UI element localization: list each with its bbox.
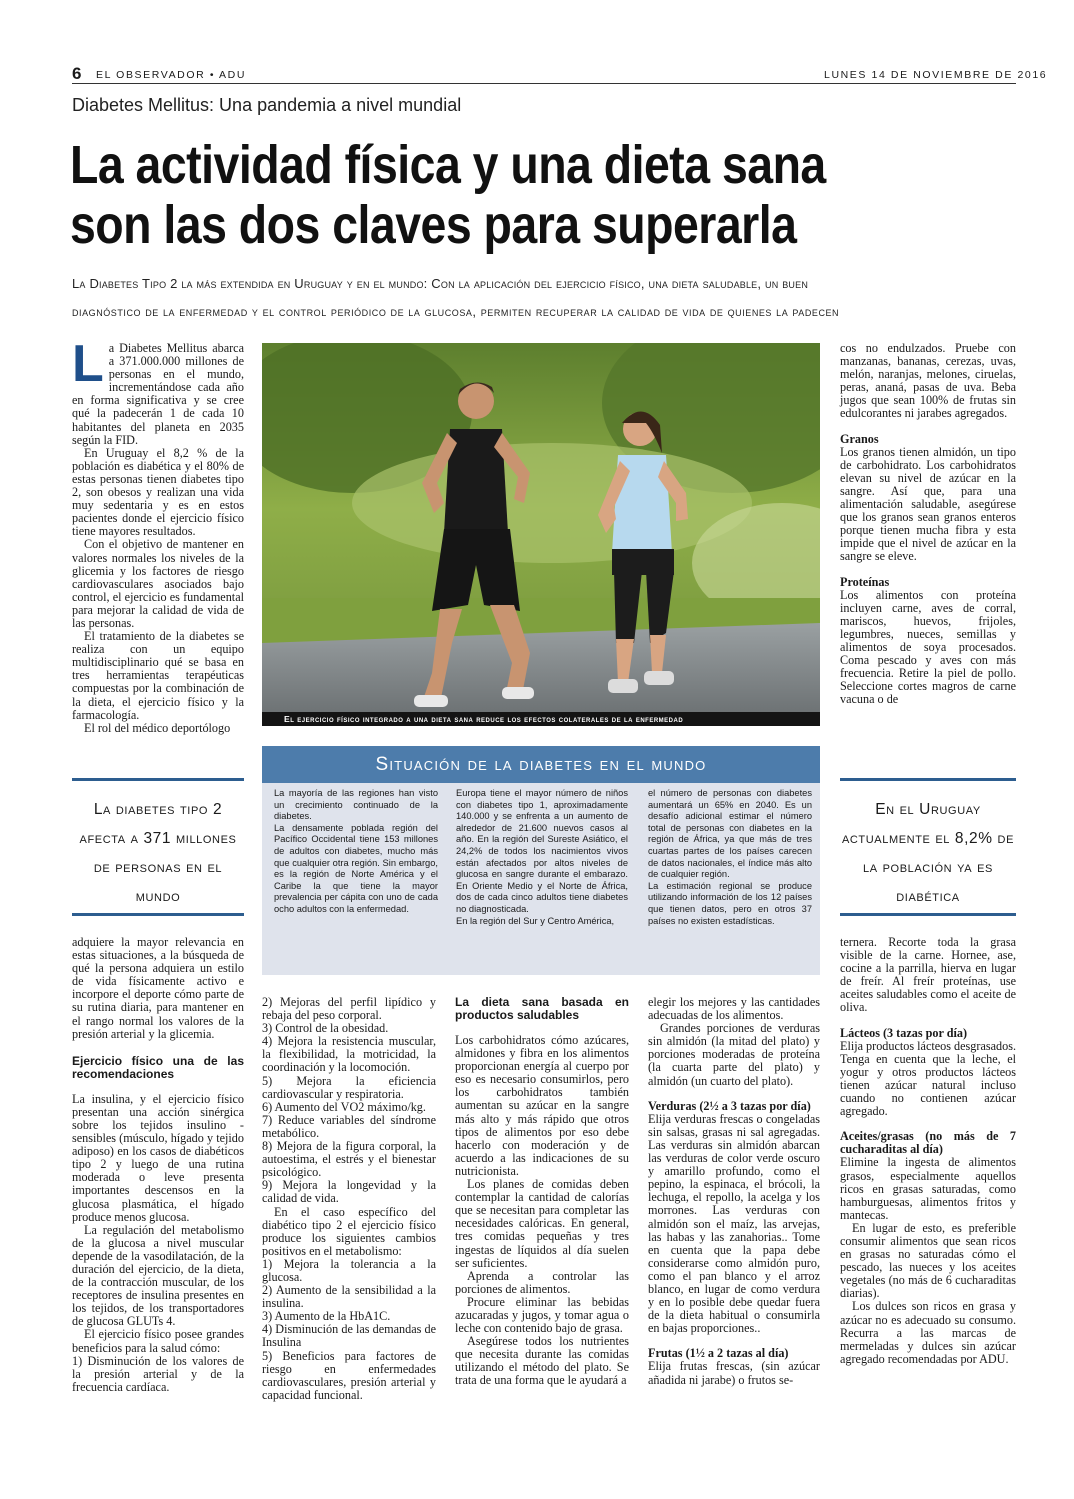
paragraph: ternera. Recorte toda la grasa visible de la carne. Hornee, ase, cocine a la parrilla, hierva en lugar de freír. Al freír proteínas, use aceites saludables como el aceite de oliva. <box>840 935 1016 1015</box>
paragraph: La insulina, y el ejercicio físico presentan una acción sinérgica sobre los tejidos insulino - sensibles (músculo, hígado y tejido adiposo) en los casos de diabéticos tipo 2 y luego de una rutina moderada o leve presenta importantes descensos en la glucosa plasmática, el hígado produce menos glucosa. <box>72 1091 244 1224</box>
list-item: 2) Mejoras del perfil lipídico y rebaja del peso corporal. <box>262 995 436 1023</box>
column-5-top <box>840 342 1016 706</box>
paragraph: Procure eliminar las bebidas azucaradas y jugos, y tomar agua o leche con contenido bajo de grasa. <box>455 1294 629 1336</box>
pull-quote-right: En el Uruguay actualmente el 8,2% de la población ya es diabética <box>840 778 1016 916</box>
list-item: 6) Aumento del VO2 máximo/kg. <box>262 1099 426 1114</box>
paragraph: adquiere la mayor relevancia en estas situaciones, a la búsqueda de qué la persona adquiera un estilo de vida físicamente activo e incorpore el deporte cómo parte de su rutina diaria, para mantener en el rango normal los valores de la presión arterial y la glicemia. <box>72 935 244 1041</box>
box-paragraph: el número de personas con diabetes aumentará un 65% en 2040. Es un desafío adicional estimar el número total de personas con diabetes en la región de África, ya que más de tres cuartas partes de los países carecen de datos nacionales, el índice más alto de cualquier región. <box>648 788 812 880</box>
paragraph: Elija productos lácteos desgrasados. Tenga en cuenta que la leche, el yogur y otros productos lácteos tienen azúcar natural incluso cuando no contienen azúcar agregado. <box>840 1038 1016 1119</box>
paragraph: En el caso específico del diabético tipo 2 el ejercicio físico produce los siguientes cambios positivos en el metabolismo: <box>262 1204 436 1258</box>
header-rule <box>72 83 1016 84</box>
box-paragraph: En la región del Sur y Centro América, <box>456 915 615 926</box>
headline-line-2: son las dos claves para superarla <box>70 195 797 255</box>
paragraph: En Uruguay el 8,2 % de la población es diabética y el 80% de estas personas tienen diabetes tipo 2, son obesos y realizan una vida muy sedentaria y es en estos pacientes donde el ejercicio físico tiene mayores resultados. <box>72 445 244 539</box>
list-item: 5) Beneficios para factores de riesgo en enfermedades cardiovasculares, presión arterial y capacidad funcional. <box>262 1348 436 1402</box>
paragraph: Elimine la ingesta de alimentos grasos, especialmente aquellos ricos en grasas saturadas, como hamburguesas, alimentos fritos y mantecas. <box>840 1155 1016 1222</box>
issue-date: LUNES 14 DE NOVIEMBRE DE 2016 <box>824 69 1048 81</box>
paragraph: Elija frutas frescas, (sin azúcar añadida ni jarabe) o frutos se- <box>648 1359 820 1387</box>
paragraph: El rol del médico deportólogo <box>84 720 231 735</box>
box-title: Situación de la diabetes en el mundo <box>262 746 820 783</box>
runners-photo <box>262 343 820 712</box>
headline-line-1: La actividad física y una dieta sana <box>70 135 826 195</box>
paragraph: Los alimentos con proteína incluyen carne, aves de corral, mariscos, huevos, frijoles, legumbres, nueces, semillas y alimentos de soya procesados. Coma pescado y aves con más frecuencia. Retire la piel de pollo. Seleccione cortes magros de carne vacuna o de <box>840 587 1016 707</box>
paragraph: Los carbohidratos cómo azúcares, almidones y fibra en los alimentos proporcionan energía al cuerpo por eso es necesario consumirlos, pero los carbohidratos también aumentan su azúcar en la sangre más alto y más rápido que otros tipos de alimentos por eso debe hacerlo con moderación y de acuerdo a las indicaciones de su nutricionista. <box>455 1033 629 1178</box>
column-1-bottom <box>72 936 244 1394</box>
list-item: 2) Aumento de la sensibilidad a la insulina. <box>262 1283 436 1311</box>
paragraph: Los granos tienen almidón, un tipo de carbohidrato. Los carbohidratos elevan su nivel de azúcar en la sangre. Así que, para una alimentación saludable, asegúrese que los granos sean granos enteros porque tienen mucha fibra y esta impide que el nivel de azúcar en la sangre se eleve. <box>840 444 1016 564</box>
paragraph: Los dulces son ricos en grasa y azúcar no es adecuado su consumo. Recurra a las marcas de mermeladas y dulces sin azúcar agregado recomendadas por ADU. <box>840 1299 1016 1366</box>
paragraph: Los planes de comidas deben contemplar la cantidad de calorías que se necesitan para completar las necesidades calóricas. En general, tres comidas pequeñas y tres ingestas de líquidos al día suelen ser suficientes. <box>455 1177 629 1270</box>
column-3 <box>455 996 629 1388</box>
paragraph: elegir los mejores y las cantidades adecuadas de los alimentos. <box>648 995 820 1023</box>
paragraph: Elija verduras frescas o congeladas sin salsas, grasas ni sal agregadas. Las verduras sin almidón abarcan las verduras de color verde oscuro y amarillo profundo, como el pepino, la espinaca, el brócoli, la lechuga, el repollo, la acelga y los morrones. Las verduras con almidón son el maíz, las arvejas, las habas y las zanahorias.. Tome en cuenta que la papa debe considerarse como almidón puro, como el pan blanco y el arroz blanco, en lugar de como verdura y en lo posible debe quedar fuera de la dieta habitual o consumirla en bajas proporciones.. <box>648 1111 820 1336</box>
deck-line-1: La Diabetes Tipo 2 la más extendida en Uruguay y en el mundo: Con la aplicación del ejercicio físico, una dieta saludable, un buen <box>72 276 809 291</box>
subheading: Proteínas <box>840 574 890 589</box>
list-item: 4) Mejora la resistencia muscular, la flexibilidad, la motricidad, la coordinación y la locomoción. <box>262 1034 436 1075</box>
subheading: La dieta sana basada en productos saludables <box>455 995 629 1022</box>
paragraph: Aprenda a controlar las porciones de alimentos. <box>455 1268 629 1296</box>
column-2 <box>262 996 436 1402</box>
list-item: 1) Mejora la tolerancia a la glucosa. <box>262 1256 436 1284</box>
info-box <box>262 783 820 975</box>
list-item: 9) Mejora la longevidad y la calidad de vida. <box>262 1178 436 1206</box>
box-paragraph: La estimación regional se produce utilizando información de los 12 países que tienen datos, pero en otros 37 países no existen estadísticas. <box>648 880 812 926</box>
paragraph: El tratamiento de la diabetes se realiza con un equipo multidisciplinario qué se basa en tres herramientas terapéuticas compuestas por la combinación de la dieta, el ejercicio físico y la farmacología. <box>72 629 244 722</box>
box-column-3 <box>648 788 812 927</box>
box-column-1 <box>274 788 438 916</box>
pull-quote-left: La diabetes tipo 2 afecta a 371 millones de personas en el mundo <box>72 778 244 916</box>
runners-illustration <box>262 343 820 712</box>
list-item: 4) Disminución de las demandas de Insulina <box>262 1322 436 1350</box>
box-paragraph: La densamente poblada región del Pacífico Occidental tiene 153 millones de adultos con diabetes, mucho más que cualquier otra región. Sin embargo, es la región de Norte América y el Caribe la que tiene la mayor prevalencia per cápita con uno de cada ocho adultos con la enfermedad. <box>274 822 438 914</box>
deck-line-2: diagnóstico de la enfermedad y el control periódico de la glucosa, permiten recuperar la calidad de vida de quienes la padecen <box>72 304 840 319</box>
box-paragraph: La mayoría de las regiones han visto un crecimiento continuado de la diabetes. <box>274 788 438 822</box>
paragraph: a Diabetes Mellitus abarca a 371.000.000 millones de personas en el mundo, incrementándose cada año en forma significativa y se cree qué la padecerán 1 de cada 10 habitantes del planeta en 2035 según la FID. <box>72 341 244 447</box>
paragraph: En lugar de esto, es preferible consumir alimentos que sean ricos en grasas no saturadas cómo el pescado, las nueces y los aceites vegetales (no más de 6 cucharaditas diarias). <box>840 1220 1016 1301</box>
publication-name: EL OBSERVADOR • ADU <box>96 69 247 81</box>
column-4 <box>648 996 820 1387</box>
list-item: 3) Control de la obesidad. <box>262 1021 389 1036</box>
paragraph: 1) Disminución de los valores de la presión arterial y de la frecuencia cardíaca. <box>72 1353 244 1394</box>
list-item: 7) Reduce variables del síndrome metabólico. <box>262 1112 436 1140</box>
paragraph: El ejercicio físico posee grandes beneficios para la salud cómo: <box>72 1327 244 1355</box>
page-number: 6 <box>72 64 82 83</box>
list-item: 8) Mejora de la figura corporal, la autoestima, el estrés y el bienestar psicológico. <box>262 1139 436 1180</box>
box-paragraph: Europa tiene el mayor número de niños con diabetes tipo 1, aproximadamente 140.000 y se enfrenta a un aumento de alrededor de 21.600 nuevos casos al año. En la región del Sureste Asiático, el 24,2% de todos los nacimientos vivos están afectados por altos niveles de glucosa en sangre durante el embarazo. En Oriente Medio y el Norte de África, dos de cada cinco adultos tiene diabetes no diagnosticada. <box>456 788 628 914</box>
paragraph: cos no endulzados. Pruebe con manzanas, bananas, cerezas, uvas, melón, naranjas, melones, ciruelas, peras, ananá, pasas de uva. Beba jugos que sean 100% de frutas sin edulcorantes ni jarabes agregados. <box>840 341 1016 421</box>
deck <box>72 270 1016 326</box>
list-item: 3) Aumento de la HbA1C. <box>262 1309 391 1324</box>
drop-cap: L <box>72 335 104 393</box>
subheading: Ejercicio físico una de las recomendaciones <box>72 1053 244 1081</box>
subheading: Aceites/grasas (no más de 7 cucharaditas al día) <box>840 1129 1016 1157</box>
paragraph: La regulación del metabolismo de la glucosa a nivel muscular depende de la vasodilatación, de la duración del ejercicio, de la dieta, de la contracción muscular, de los receptores de insulina presentes en los tejidos, de los transportadores de glucosa GLUTs 4. <box>72 1222 244 1329</box>
paragraph: Asegúrese todos los nutrientes que necesita durante las comidas utilizando el método del plato. Se trata de una forma que le ayudará a <box>455 1334 629 1388</box>
photo-caption: El ejercicio físico integrado a una dieta sana reduce los efectos colaterales de la enfermedad <box>262 712 820 726</box>
list-item: 5) Mejora la eficiencia cardiovascular y respiratoria. <box>262 1073 436 1101</box>
column-1-top <box>72 335 244 735</box>
subheading: Frutas (1½ a 2 tazas al día) <box>648 1346 789 1361</box>
subheading: Verduras (2½ a 3 tazas por día) <box>648 1098 811 1113</box>
paragraph: Grandes porciones de verduras sin almidón (la mitad del plato) y porciones moderadas de proteína (la cuarta parte del plato) y almidón (un cuarto del plato). <box>648 1021 820 1088</box>
subheading: Lácteos (3 tazas por día) <box>840 1025 968 1040</box>
subheading: Granos <box>840 431 879 446</box>
paragraph: Con el objetivo de mantener en valores normales los niveles de la glicemia y los factores de riesgo cardiovasculares asociados bajo control, el ejercicio es fundamental para mejorar la calidad de vida de las personas. <box>72 537 244 630</box>
column-5-bottom <box>840 936 1016 1366</box>
box-column-2 <box>456 788 628 927</box>
kicker: Diabetes Mellitus: Una pandemia a nivel mundial <box>72 95 462 115</box>
